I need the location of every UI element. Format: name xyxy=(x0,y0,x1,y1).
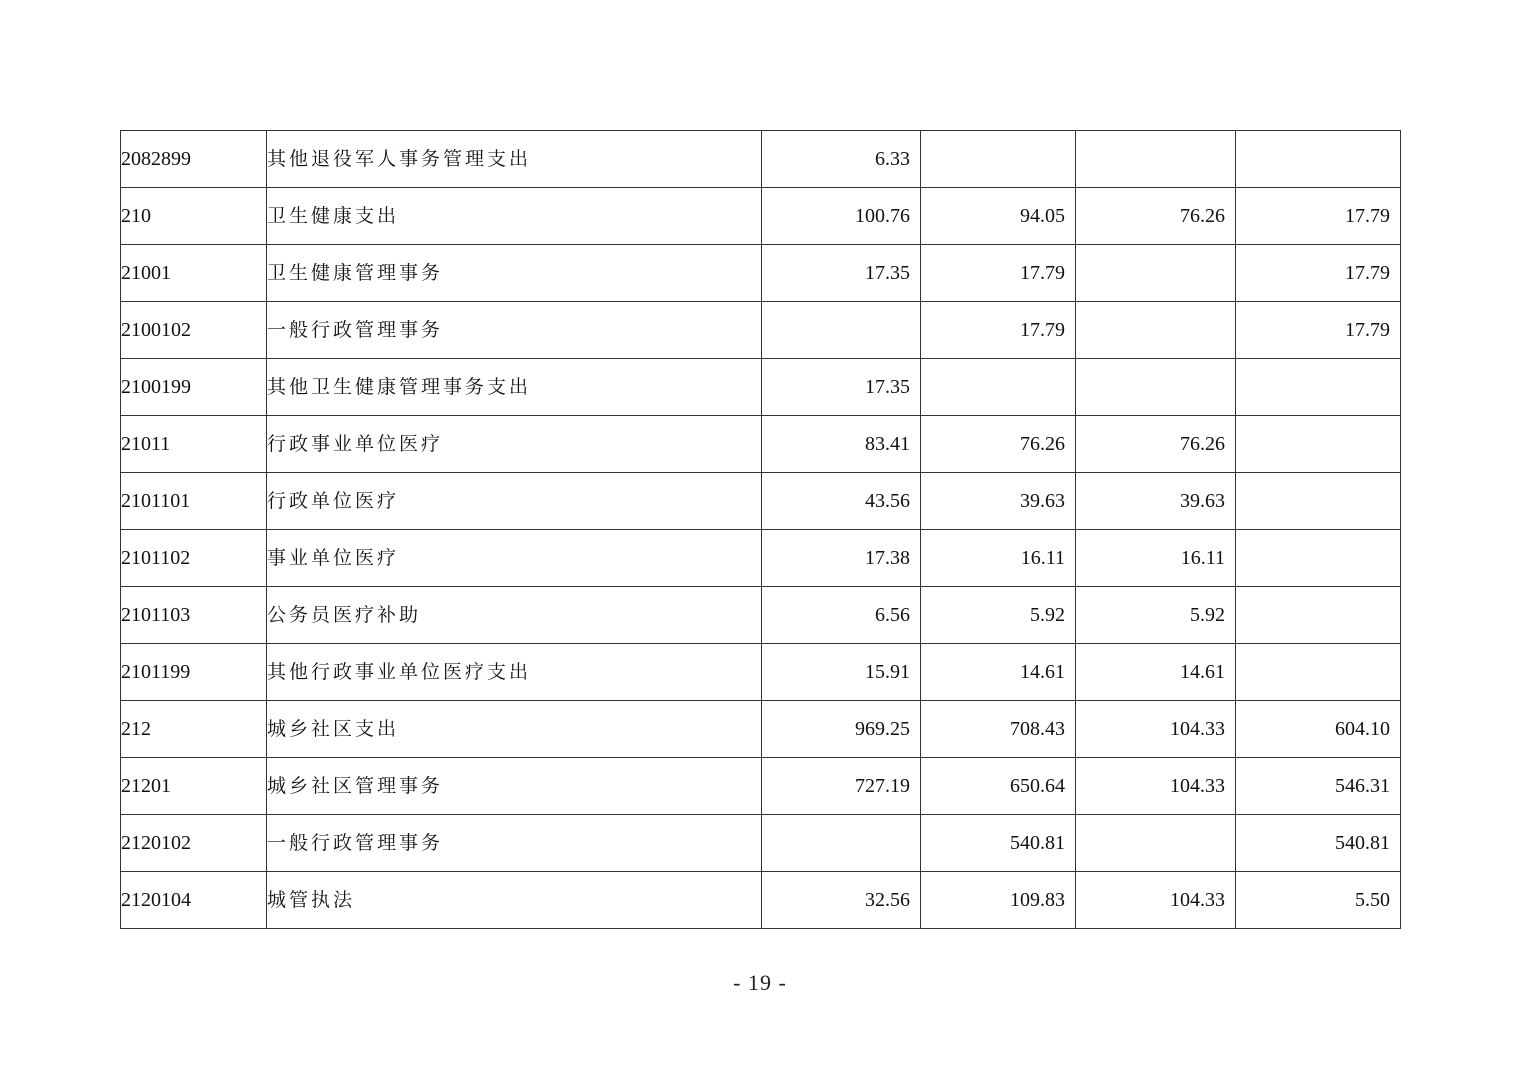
subject-code-cell: 2082899 xyxy=(121,131,267,188)
amount-cell xyxy=(1076,359,1236,416)
table-row xyxy=(121,644,1401,701)
amount-cell xyxy=(1076,131,1236,188)
amount-cell: 604.10 xyxy=(1236,701,1401,758)
subject-code-cell: 2101102 xyxy=(121,530,267,587)
subject-code-cell: 2101103 xyxy=(121,587,267,644)
amount-cell xyxy=(1236,473,1401,530)
amount-cell: 14.61 xyxy=(921,644,1076,701)
subject-name-cell: 行政单位医疗 xyxy=(267,473,762,530)
amount-cell: 39.63 xyxy=(921,473,1076,530)
amount-cell: 83.41 xyxy=(762,416,921,473)
amount-cell: 17.79 xyxy=(1236,245,1401,302)
table-row xyxy=(121,530,1401,587)
amount-cell: 540.81 xyxy=(921,815,1076,872)
table-row xyxy=(121,416,1401,473)
subject-code-cell: 2100102 xyxy=(121,302,267,359)
amount-cell xyxy=(1236,530,1401,587)
amount-cell xyxy=(1236,131,1401,188)
amount-cell xyxy=(921,359,1076,416)
subject-name-cell: 城乡社区管理事务 xyxy=(267,758,762,815)
subject-name-cell: 事业单位医疗 xyxy=(267,530,762,587)
amount-cell: 76.26 xyxy=(921,416,1076,473)
amount-cell: 43.56 xyxy=(762,473,921,530)
amount-cell xyxy=(1236,359,1401,416)
amount-cell xyxy=(1236,587,1401,644)
table-body xyxy=(121,131,1401,929)
subject-code-cell: 2120104 xyxy=(121,872,267,929)
subject-name-cell: 一般行政管理事务 xyxy=(267,302,762,359)
table-row xyxy=(121,815,1401,872)
amount-cell: 32.56 xyxy=(762,872,921,929)
page-number: - 19 - xyxy=(733,970,787,995)
amount-cell: 76.26 xyxy=(1076,188,1236,245)
amount-cell xyxy=(762,815,921,872)
amount-cell: 17.79 xyxy=(921,302,1076,359)
budget-table xyxy=(120,130,1401,929)
subject-name-cell: 卫生健康支出 xyxy=(267,188,762,245)
subject-name-cell: 卫生健康管理事务 xyxy=(267,245,762,302)
amount-cell: 6.33 xyxy=(762,131,921,188)
amount-cell: 17.79 xyxy=(1236,302,1401,359)
subject-name-cell: 城管执法 xyxy=(267,872,762,929)
amount-cell: 100.76 xyxy=(762,188,921,245)
amount-cell xyxy=(1236,416,1401,473)
amount-cell xyxy=(1076,815,1236,872)
amount-cell: 15.91 xyxy=(762,644,921,701)
table-row xyxy=(121,131,1401,188)
amount-cell: 17.35 xyxy=(762,245,921,302)
amount-cell xyxy=(921,131,1076,188)
amount-cell: 109.83 xyxy=(921,872,1076,929)
amount-cell: 104.33 xyxy=(1076,701,1236,758)
amount-cell: 104.33 xyxy=(1076,872,1236,929)
subject-code-cell: 2100199 xyxy=(121,359,267,416)
amount-cell: 76.26 xyxy=(1076,416,1236,473)
amount-cell: 5.92 xyxy=(921,587,1076,644)
table-row xyxy=(121,245,1401,302)
table-row xyxy=(121,359,1401,416)
amount-cell xyxy=(762,302,921,359)
amount-cell: 17.35 xyxy=(762,359,921,416)
amount-cell: 17.38 xyxy=(762,530,921,587)
table-row xyxy=(121,587,1401,644)
table-row xyxy=(121,188,1401,245)
table-row xyxy=(121,701,1401,758)
subject-name-cell: 其他卫生健康管理事务支出 xyxy=(267,359,762,416)
amount-cell: 94.05 xyxy=(921,188,1076,245)
amount-cell: 6.56 xyxy=(762,587,921,644)
table-row xyxy=(121,758,1401,815)
amount-cell: 5.92 xyxy=(1076,587,1236,644)
subject-code-cell: 2120102 xyxy=(121,815,267,872)
amount-cell: 39.63 xyxy=(1076,473,1236,530)
subject-name-cell: 行政事业单位医疗 xyxy=(267,416,762,473)
table-row xyxy=(121,473,1401,530)
subject-code-cell: 21201 xyxy=(121,758,267,815)
subject-code-cell: 21001 xyxy=(121,245,267,302)
subject-name-cell: 城乡社区支出 xyxy=(267,701,762,758)
amount-cell: 16.11 xyxy=(1076,530,1236,587)
amount-cell: 969.25 xyxy=(762,701,921,758)
subject-name-cell: 其他行政事业单位医疗支出 xyxy=(267,644,762,701)
subject-code-cell: 210 xyxy=(121,188,267,245)
subject-name-cell: 一般行政管理事务 xyxy=(267,815,762,872)
amount-cell xyxy=(1076,245,1236,302)
amount-cell: 16.11 xyxy=(921,530,1076,587)
amount-cell: 727.19 xyxy=(762,758,921,815)
subject-code-cell: 2101101 xyxy=(121,473,267,530)
amount-cell: 14.61 xyxy=(1076,644,1236,701)
table-row xyxy=(121,872,1401,929)
amount-cell: 104.33 xyxy=(1076,758,1236,815)
subject-name-cell: 其他退役军人事务管理支出 xyxy=(267,131,762,188)
amount-cell: 5.50 xyxy=(1236,872,1401,929)
amount-cell: 17.79 xyxy=(1236,188,1401,245)
amount-cell: 546.31 xyxy=(1236,758,1401,815)
amount-cell xyxy=(1236,644,1401,701)
amount-cell xyxy=(1076,302,1236,359)
amount-cell: 17.79 xyxy=(921,245,1076,302)
subject-code-cell: 21011 xyxy=(121,416,267,473)
amount-cell: 540.81 xyxy=(1236,815,1401,872)
table-row xyxy=(121,302,1401,359)
subject-code-cell: 2101199 xyxy=(121,644,267,701)
subject-name-cell: 公务员医疗补助 xyxy=(267,587,762,644)
subject-code-cell: 212 xyxy=(121,701,267,758)
amount-cell: 650.64 xyxy=(921,758,1076,815)
amount-cell: 708.43 xyxy=(921,701,1076,758)
